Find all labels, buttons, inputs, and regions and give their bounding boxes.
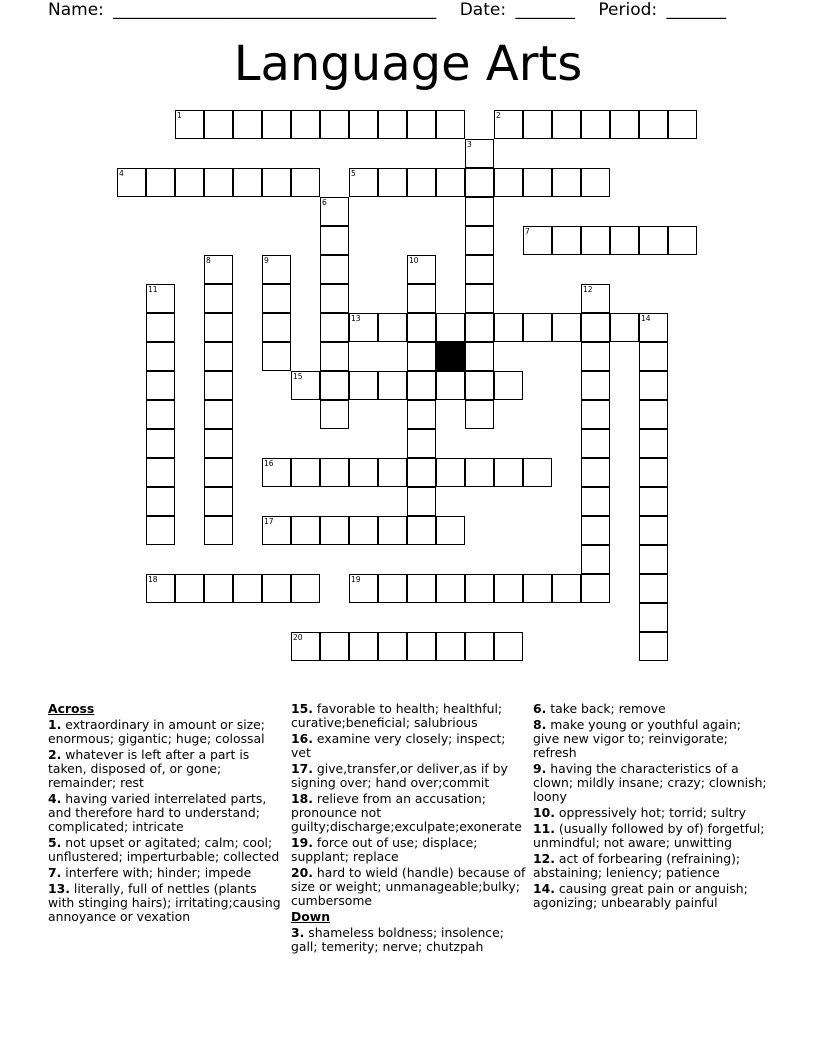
clue-item-number: 8. [533, 717, 547, 732]
grid-cell[interactable] [407, 110, 436, 139]
grid-cell[interactable] [552, 313, 581, 342]
grid-cell[interactable] [349, 110, 378, 139]
clue-item-text: force out of use; displace; supplant; replace [291, 835, 478, 864]
across-heading: Across [48, 701, 95, 716]
clue-item [291, 732, 527, 760]
grid-cell[interactable] [465, 313, 494, 342]
clue-item-text: act of forbearing (refraining); abstaining; leniency; patience [533, 851, 741, 880]
grid-cell[interactable] [610, 226, 639, 255]
clue-number: 7 [525, 227, 530, 236]
clue-item-text: oppressively hot; torrid; sultry [558, 805, 746, 820]
clue-item-number: 18. [291, 791, 313, 806]
grid-cell[interactable] [668, 110, 697, 139]
grid-cell[interactable] [262, 110, 291, 139]
grid-cell[interactable] [494, 168, 523, 197]
grid-cell[interactable] [639, 110, 668, 139]
grid-cell[interactable] [465, 342, 494, 371]
grid-cell[interactable] [552, 226, 581, 255]
grid-cell[interactable] [146, 429, 175, 458]
name-line[interactable]: ______________________________________ [113, 0, 437, 20]
grid-cell[interactable] [320, 342, 349, 371]
clue-item [533, 702, 769, 716]
grid-cell[interactable] [204, 574, 233, 603]
grid-cell[interactable] [233, 168, 262, 197]
grid-cell[interactable] [639, 400, 668, 429]
grid-cell[interactable] [639, 603, 668, 632]
grid-cell[interactable] [378, 458, 407, 487]
period-line[interactable]: _______ [666, 0, 727, 20]
grid-cell[interactable] [668, 226, 697, 255]
clue-column-1 [48, 702, 284, 926]
grid-cell[interactable] [639, 487, 668, 516]
grid-cell[interactable] [291, 110, 320, 139]
clue-item [533, 822, 769, 850]
grid-cell[interactable] [494, 458, 523, 487]
clue-number: 15 [293, 372, 303, 381]
grid-cell[interactable] [378, 110, 407, 139]
clue-item-text: favorable to health; healthful; curative;beneficial; salubrious [291, 701, 503, 730]
grid-cell[interactable] [407, 632, 436, 661]
clue-number: 6 [322, 198, 327, 207]
grid-cell[interactable] [581, 168, 610, 197]
grid-cell[interactable] [262, 313, 291, 342]
clue-column-2 [291, 702, 527, 956]
grid-cell[interactable] [581, 371, 610, 400]
clue-number: 3 [467, 140, 472, 149]
date-label: Date: [459, 0, 507, 20]
grid-cell[interactable] [349, 516, 378, 545]
grid-cell[interactable] [204, 429, 233, 458]
clue-item-number: 17. [291, 761, 313, 776]
clue-item-text: literally, full of nettles (plants with stinging hairs); irritating;causing annoyance or vexation [48, 881, 281, 924]
grid-cell[interactable] [581, 574, 610, 603]
clue-item [48, 718, 284, 746]
grid-cell[interactable] [465, 632, 494, 661]
grid-cell[interactable] [465, 197, 494, 226]
grid-cell[interactable] [204, 342, 233, 371]
grid-cell[interactable] [378, 371, 407, 400]
grid-cell[interactable] [436, 371, 465, 400]
clue-item-number: 1. [48, 717, 62, 732]
clue-item [533, 852, 769, 880]
clue-item-text: whatever is left after a part is taken, disposed of, or gone; remainder; rest [48, 747, 250, 790]
clue-number: 20 [293, 633, 303, 642]
grid-cell[interactable] [407, 400, 436, 429]
grid-cell[interactable] [465, 284, 494, 313]
grid-cell[interactable] [639, 632, 668, 661]
grid-cell[interactable] [320, 516, 349, 545]
grid-cell[interactable] [436, 168, 465, 197]
grid-cell[interactable] [204, 284, 233, 313]
grid-cell[interactable] [349, 632, 378, 661]
grid-cell[interactable] [146, 168, 175, 197]
clue-item-text: give,transfer,or deliver,as if by signing over; hand over;commit [291, 761, 508, 790]
grid-cell[interactable] [552, 574, 581, 603]
grid-cell[interactable] [494, 632, 523, 661]
page-title: Language Arts [233, 36, 583, 92]
clue-number: 9 [264, 256, 269, 265]
grid-cell[interactable] [146, 487, 175, 516]
grid-cell[interactable] [407, 284, 436, 313]
grid-cell[interactable] [639, 458, 668, 487]
grid-cell[interactable] [204, 516, 233, 545]
black-cell [436, 342, 465, 371]
grid-cell[interactable] [581, 313, 610, 342]
grid-cell[interactable] [146, 516, 175, 545]
grid-cell[interactable] [581, 342, 610, 371]
grid-cell[interactable] [204, 313, 233, 342]
grid-cell[interactable] [523, 110, 552, 139]
grid-cell[interactable] [436, 632, 465, 661]
grid-cell[interactable] [581, 226, 610, 255]
grid-cell[interactable] [436, 574, 465, 603]
grid-cell[interactable] [523, 168, 552, 197]
clue-item-text: hard to wield (handle) because of size or weight; unmanageable;bulky; cumbersome [291, 865, 526, 908]
grid-cell[interactable] [465, 226, 494, 255]
grid-cell[interactable] [204, 371, 233, 400]
clue-item-number: 13. [48, 881, 70, 896]
grid-cell[interactable] [639, 429, 668, 458]
grid-cell[interactable] [639, 516, 668, 545]
grid-cell[interactable] [639, 574, 668, 603]
grid-cell[interactable] [436, 516, 465, 545]
clue-item [291, 762, 527, 790]
grid-cell[interactable] [378, 168, 407, 197]
date-line[interactable]: _______ [515, 0, 575, 20]
grid-cell[interactable] [262, 574, 291, 603]
grid-cell[interactable] [407, 429, 436, 458]
grid-cell[interactable] [146, 342, 175, 371]
grid-cell[interactable] [320, 313, 349, 342]
grid-cell[interactable] [378, 313, 407, 342]
clue-item-text: relieve from an accusation; pronounce not guilty;discharge;exculpate;exonerate [291, 791, 522, 834]
clue-item-text: having the characteristics of a clown; mildly insane; crazy; clownish; loony [533, 761, 767, 804]
clue-item-text: (usually followed by of) forgetful; unmindful; not aware; unwitting [533, 821, 765, 850]
grid-cell[interactable] [610, 110, 639, 139]
grid-cell[interactable] [465, 371, 494, 400]
grid-cell[interactable] [407, 458, 436, 487]
grid-cell[interactable] [465, 255, 494, 284]
grid-cell[interactable] [465, 168, 494, 197]
grid-cell[interactable] [494, 313, 523, 342]
grid-cell[interactable] [436, 458, 465, 487]
clue-item-number: 15. [291, 701, 313, 716]
clue-number: 13 [351, 314, 361, 323]
clue-item-number: 9. [533, 761, 547, 776]
clue-item-text: make young or youthful again; give new vigor to; reinvigorate; refresh [533, 717, 741, 760]
grid-cell[interactable] [581, 400, 610, 429]
clue-item-text: not upset or agitated; calm; cool; unflustered; imperturbable; collected [48, 835, 280, 864]
grid-cell[interactable] [581, 487, 610, 516]
grid-cell[interactable] [552, 168, 581, 197]
grid-cell[interactable] [262, 168, 291, 197]
clue-item [48, 882, 284, 924]
clue-item [533, 806, 769, 820]
clue-item-number: 11. [533, 821, 555, 836]
grid-cell[interactable] [581, 545, 610, 574]
grid-cell[interactable] [378, 516, 407, 545]
clue-item-number: 20. [291, 865, 313, 880]
clue-item [48, 792, 284, 834]
clue-number: 14 [641, 314, 651, 323]
clue-item [48, 748, 284, 790]
grid-cell[interactable] [523, 458, 552, 487]
clue-item-number: 4. [48, 791, 62, 806]
clue-number: 17 [264, 517, 274, 526]
grid-cell[interactable] [436, 110, 465, 139]
grid-cell[interactable] [407, 371, 436, 400]
grid-cell[interactable] [175, 574, 204, 603]
clue-item-number: 5. [48, 835, 62, 850]
grid-cell[interactable] [320, 226, 349, 255]
clue-column-3 [533, 702, 769, 912]
clue-number: 1 [177, 111, 182, 120]
grid-cell[interactable] [146, 400, 175, 429]
grid-cell[interactable] [581, 458, 610, 487]
grid-cell[interactable] [204, 168, 233, 197]
down-heading: Down [291, 909, 331, 924]
clue-item-number: 10. [533, 805, 555, 820]
clue-item-text: shameless boldness; insolence; gall; temerity; nerve; chutzpah [291, 925, 504, 954]
clue-number: 5 [351, 169, 356, 178]
clue-number: 16 [264, 459, 274, 468]
clue-item-number: 19. [291, 835, 313, 850]
grid-cell[interactable] [407, 313, 436, 342]
grid-cell[interactable] [581, 110, 610, 139]
grid-cell[interactable] [407, 516, 436, 545]
grid-cell[interactable] [523, 313, 552, 342]
clue-item [533, 762, 769, 804]
clue-number: 4 [119, 169, 124, 178]
grid-cell[interactable] [639, 545, 668, 574]
clue-number: 10 [409, 256, 419, 265]
clue-number: 8 [206, 256, 211, 265]
grid-cell[interactable] [291, 516, 320, 545]
grid-cell[interactable] [378, 574, 407, 603]
grid-cell[interactable] [407, 168, 436, 197]
clue-item-number: 14. [533, 881, 555, 896]
clue-number: 11 [148, 285, 158, 294]
grid-cell[interactable] [320, 458, 349, 487]
clue-item-text: extraordinary in amount or size; enormous; gigantic; huge; colossal [48, 717, 265, 746]
grid-cell[interactable] [639, 226, 668, 255]
grid-cell[interactable] [146, 371, 175, 400]
grid-cell[interactable] [320, 110, 349, 139]
grid-cell[interactable] [436, 313, 465, 342]
grid-cell[interactable] [552, 110, 581, 139]
clue-item [291, 702, 527, 730]
clue-item-text: interfere with; hinder; impede [65, 865, 252, 880]
grid-cell[interactable] [407, 342, 436, 371]
clue-item [291, 836, 527, 864]
grid-cell[interactable] [465, 574, 494, 603]
grid-cell[interactable] [320, 632, 349, 661]
grid-cell[interactable] [204, 458, 233, 487]
clue-item [48, 866, 284, 880]
clue-item-number: 7. [48, 865, 62, 880]
grid-cell[interactable] [639, 371, 668, 400]
grid-cell[interactable] [204, 110, 233, 139]
clue-item-number: 2. [48, 747, 62, 762]
grid-cell[interactable] [407, 574, 436, 603]
grid-cell[interactable] [465, 458, 494, 487]
clue-number: 19 [351, 575, 361, 584]
grid-cell[interactable] [581, 429, 610, 458]
grid-cell[interactable] [320, 255, 349, 284]
grid-cell[interactable] [320, 371, 349, 400]
clue-item-number: 16. [291, 731, 313, 746]
clue-item [533, 718, 769, 760]
grid-cell[interactable] [610, 313, 639, 342]
grid-cell[interactable] [233, 574, 262, 603]
clue-item [291, 866, 527, 908]
clue-item [291, 792, 527, 834]
grid-cell[interactable] [146, 458, 175, 487]
clue-item-text: take back; remove [550, 701, 666, 716]
clue-item-number: 3. [291, 925, 305, 940]
clue-number: 2 [496, 111, 501, 120]
grid-cell[interactable] [494, 371, 523, 400]
grid-cell[interactable] [639, 342, 668, 371]
grid-cell[interactable] [523, 574, 552, 603]
grid-cell[interactable] [349, 458, 378, 487]
clue-item-text: having varied interrelated parts, and therefore hard to understand; complicated; intricate [48, 791, 267, 834]
clue-item [48, 836, 284, 864]
grid-cell[interactable] [320, 284, 349, 313]
grid-cell[interactable] [320, 400, 349, 429]
grid-cell[interactable] [291, 458, 320, 487]
grid-cell[interactable] [146, 313, 175, 342]
grid-cell[interactable] [581, 516, 610, 545]
clue-item-text: examine very closely; inspect; vet [291, 731, 506, 760]
grid-cell[interactable] [291, 574, 320, 603]
grid-cell[interactable] [291, 168, 320, 197]
grid-cell[interactable] [349, 371, 378, 400]
grid-cell[interactable] [378, 632, 407, 661]
clue-item [533, 882, 769, 910]
clue-number: 12 [583, 285, 593, 294]
grid-cell[interactable] [204, 400, 233, 429]
period-label: Period: [598, 0, 658, 20]
grid-cell[interactable] [262, 284, 291, 313]
clue-item-number: 6. [533, 701, 547, 716]
grid-cell[interactable] [465, 400, 494, 429]
grid-cell[interactable] [262, 342, 291, 371]
clue-item-text: causing great pain or anguish; agonizing; unbearably painful [533, 881, 748, 910]
grid-cell[interactable] [407, 487, 436, 516]
grid-cell[interactable] [494, 574, 523, 603]
clue-item-number: 12. [533, 851, 555, 866]
grid-cell[interactable] [233, 110, 262, 139]
grid-cell[interactable] [204, 487, 233, 516]
clue-number: 18 [148, 575, 158, 584]
clue-item [291, 926, 527, 954]
grid-cell[interactable] [175, 168, 204, 197]
name-label: Name: [48, 0, 104, 20]
